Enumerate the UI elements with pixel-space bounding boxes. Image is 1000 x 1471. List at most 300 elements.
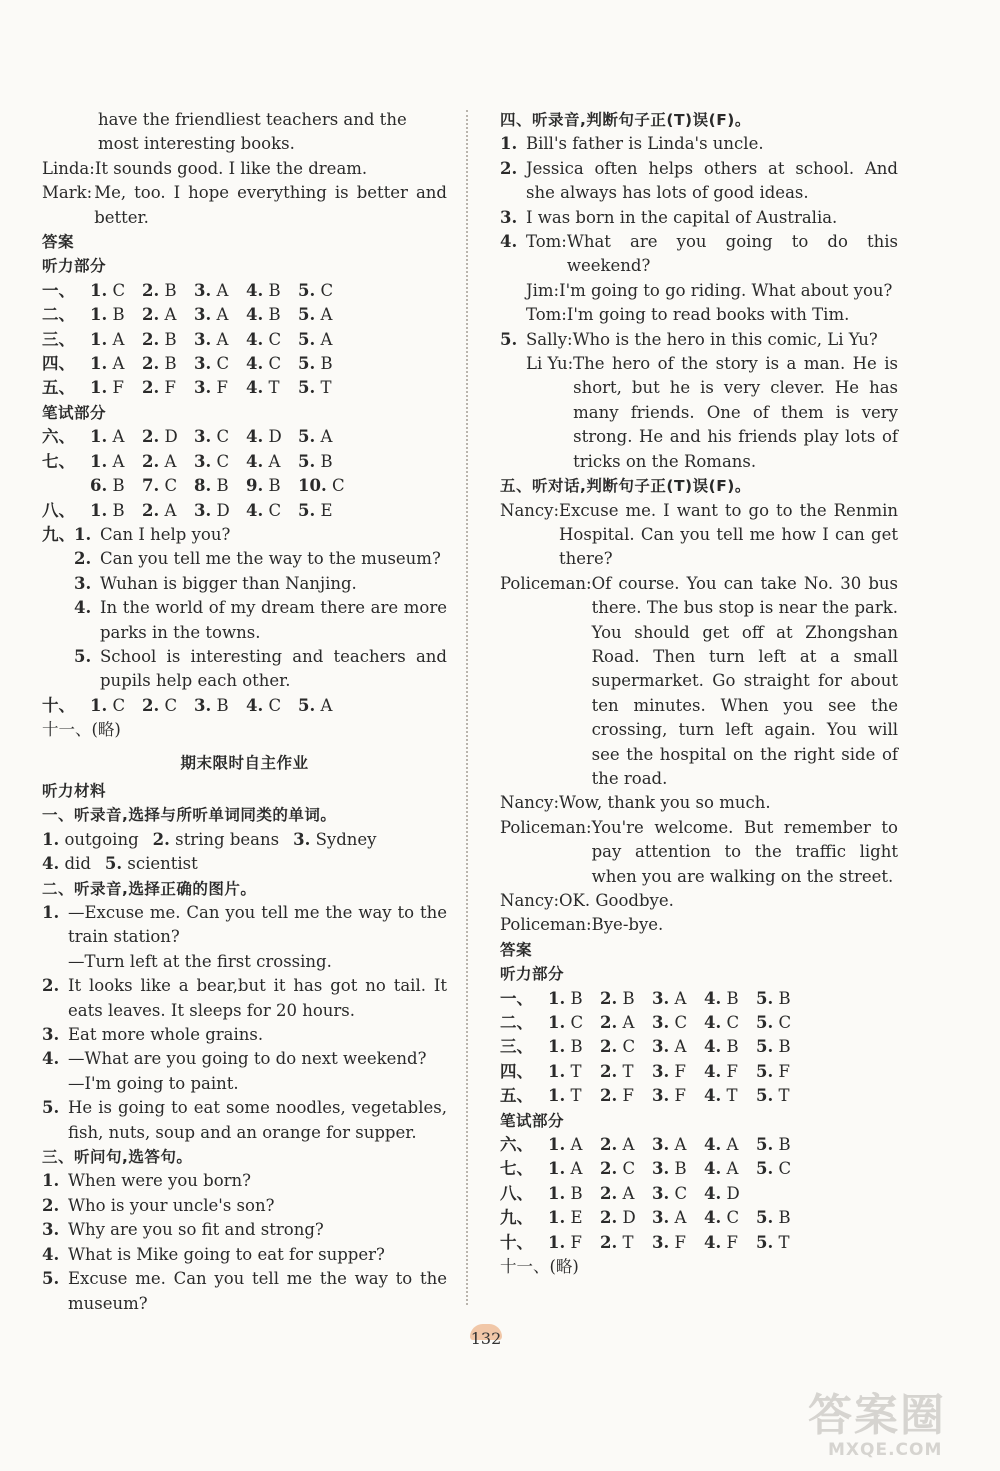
answer-item [548,1084,600,1108]
word-item [42,830,139,849]
watermark-url: MXQE.COM [828,1440,943,1460]
item-text: Can you tell me the way to the museum? [100,549,441,569]
answer-item [704,1231,756,1255]
word-list [42,852,447,876]
answer-number: 3. [194,500,212,520]
dialog [500,279,898,328]
answer-item [298,499,350,523]
answer-value: E [320,500,333,520]
answer-number: 2. [600,1208,618,1228]
written-answers [500,1133,898,1255]
list-item [42,1047,447,1071]
answer-item [600,1206,652,1230]
word-item [105,854,198,873]
watermark-logo [808,1392,988,1464]
answer-item [298,425,350,449]
answer-value: F [726,1061,738,1081]
answer-value: D [726,1183,740,1203]
speaker: Jim: [526,280,560,300]
item-number: 1. [74,524,92,544]
answer-number: 1. [90,500,108,520]
answer-number: 9. [246,476,264,496]
answer-item [246,328,298,352]
answer-item [142,694,194,718]
dialog [526,328,898,352]
answer-value: C [268,329,282,349]
answer-number: 2. [600,1183,618,1203]
dialog-line: most interesting books. [98,134,295,154]
answer-value: F [216,378,228,398]
written-heading: 笔试部分 [42,403,107,422]
answer-item [600,1035,652,1059]
answer-item [652,1133,704,1157]
answer-item [90,376,142,400]
answer-item [756,1060,808,1084]
answer-number: 7. [142,476,160,496]
answer-number: 4. [704,1013,722,1033]
item-number: 2. [42,976,60,996]
listening-answers [42,279,447,401]
answer-item [548,1060,600,1084]
answer-value: C [674,1183,688,1203]
answer-item [756,1157,808,1181]
item-number: 5. [42,1269,60,1289]
answer-item [756,1206,808,1230]
answer-number: 3. [652,1013,670,1033]
list-item [500,132,898,156]
answer-number: 4. [704,1183,722,1203]
answer-item [246,450,298,474]
answer-number: 3. [652,1183,670,1203]
answer-number: 2. [142,427,160,447]
answer-value: B [778,1135,791,1155]
answer-number: 2. [600,1159,618,1179]
answer-value: D [622,1208,636,1228]
question-nine [42,523,447,694]
answer-item [90,474,142,498]
answer-item [548,1035,600,1059]
answer-item [600,1157,652,1181]
answer-item [142,474,194,498]
answer-value: E [570,1208,583,1228]
answer-number: 4. [246,427,264,447]
answer-number: 1. [90,451,108,471]
answer-value: B [778,1208,791,1228]
answer-number: 1. [90,305,108,325]
list-item [42,1218,447,1242]
answer-number: 5. [756,1135,774,1155]
item-number: 2. [500,158,518,178]
answer-number: 3. [194,427,212,447]
answer-value: B [320,354,333,374]
list-item [42,901,447,950]
answer-value: F [570,1232,582,1252]
answer-number: 1. [548,1183,566,1203]
section-label: 三、 [500,1037,533,1057]
answer-number: 4. [704,1159,722,1179]
answer-number: 5. [298,451,316,471]
answer-item [142,328,194,352]
answer-item [548,1182,600,1206]
answer-value: T [622,1232,634,1252]
answer-number: 4. [704,988,722,1008]
answer-item [704,1182,756,1206]
item-number: 4. [42,1049,60,1069]
answer-number: 2. [142,305,160,325]
answer-number: 1. [90,378,108,398]
utterance: Bye-bye. [591,915,664,935]
answer-item [548,1133,600,1157]
answer-row [500,1084,898,1108]
section-label: 一、 [42,280,75,300]
utterance: Of course. You can take No. 30 bus there. The bus stop is near the park. You should get off at Zhongshan Road. Then turn left at a small supermarket. Go straight for about ten minutes. When you see the crossing, turn left again. You will see the hospital on the right side of the road. [591,573,898,788]
answer-value: B [726,988,739,1008]
answer-number: 1. [90,329,108,349]
answer-number: 2. [142,500,160,520]
answer-number: 3. [194,305,212,325]
answer-item [298,450,350,474]
list-item [500,230,898,279]
answer-value: C [216,427,230,447]
answer-item [652,1011,704,1035]
answer-number: 5. [756,1086,774,1106]
dialog-continuation [42,108,447,157]
answer-item [600,1060,652,1084]
section-label: 二、 [500,1013,533,1033]
answer-item [704,1133,756,1157]
answer-value: B [216,695,229,715]
item-text: School is interesting and teachers and pupils help each other. [100,646,447,691]
answer-value: F [112,378,124,398]
dialog-turn [500,889,898,913]
answer-number: 2. [142,378,160,398]
speaker: Tom: [526,232,567,252]
item-number: 3. [74,573,92,593]
answer-value: A [216,305,229,325]
answer-item [246,376,298,400]
answer-number: 2. [600,1135,618,1155]
answer-number: 3. [652,988,670,1008]
answer-value: T [726,1086,738,1106]
answer-number: 1. [548,1135,566,1155]
list-item [42,1169,447,1193]
item-text: string beans [175,829,280,849]
dialog-turn [500,499,898,572]
answer-item [704,1084,756,1108]
word-item [153,830,279,849]
answer-number: 3. [652,1232,670,1252]
answer-number: 2. [600,1061,618,1081]
answer-item [142,425,194,449]
item-number: 2. [42,1195,60,1215]
answer-value: C [622,1037,636,1057]
answer-value: C [164,476,178,496]
answer-item [246,425,298,449]
answer-number: 4. [704,1037,722,1057]
answer-value: A [674,1135,687,1155]
utterance: Me, too. I hope everything is better and better. [94,183,447,227]
speaker: Nancy: [500,500,560,520]
item-number: 1. [500,134,518,154]
item-text: What is Mike going to eat for supper? [68,1244,385,1264]
utterance: Who is the hero in this comic, Li Yu? [572,329,878,349]
answer-value: B [112,476,125,496]
answer-number: 3. [194,280,212,300]
utterance: OK. Goodbye. [559,891,674,910]
answer-number: 5. [298,427,316,447]
answer-item [246,279,298,303]
answer-value: A [216,280,229,300]
answer-value: F [778,1061,790,1081]
answer-item [756,1011,808,1035]
answer-value: T [268,378,280,398]
item-text: Why are you so fit and strong? [68,1220,324,1240]
answer-number: 6. [90,476,108,496]
item-text: In the world of my dream there are more parks in the towns. [100,598,447,642]
item-text: Jessica often helps others at school. And she always has lots of good ideas. [526,158,898,203]
dialog-turn [526,328,898,352]
answer-number: 1. [90,280,108,300]
answer-value: B [268,476,281,496]
section-label: 二、 [42,305,75,325]
utterance: I'm going to go riding. What about you? [559,280,893,300]
answer-row [42,303,447,327]
answer-number: 4. [704,1208,722,1228]
answer-item [142,279,194,303]
answer-item [246,694,298,718]
answer-item [756,987,808,1011]
answer-item [90,279,142,303]
answer-item [194,352,246,376]
answer-value: C [331,476,345,496]
answer-row [42,328,447,352]
answer-item [704,987,756,1011]
answer-item [704,1060,756,1084]
list-item [500,157,898,206]
answer-value: D [216,500,230,520]
answer-number: 5. [756,988,774,1008]
section-label: 三、 [42,329,75,349]
answer-number: 5. [756,1013,774,1033]
item-text: It looks like a bear,but it has got no tail. It eats leaves. It sleeps for 20 hours. [68,976,447,1020]
answer-value: C [622,1159,636,1179]
answer-item [548,1157,600,1181]
answer-value: B [570,988,583,1008]
speaker: Policeman: [500,573,592,593]
answer-value: F [726,1232,738,1252]
section-label: 一、 [500,988,533,1008]
list-item [74,523,447,547]
answer-number: 4. [246,695,264,715]
answer-item [704,1157,756,1181]
section-label: 七、 [42,451,75,471]
answer-number: 4. [246,280,264,300]
answer-item [194,303,246,327]
answer-item [652,1182,704,1206]
answer-value: C [726,1208,740,1228]
answer-row [42,499,447,523]
list-item [42,1023,447,1047]
answer-item [548,1011,600,1035]
speaker: Policeman: [500,817,592,837]
speaker: Nancy: [500,891,560,910]
answer-number: 3. [652,1086,670,1106]
answer-value: B [320,451,333,471]
answer-value: A [320,695,333,715]
word-item [293,830,376,849]
answer-number: 1. [90,354,108,374]
answer-number: 5. [756,1232,774,1252]
page-number: 132 [462,1322,510,1356]
answer-value: A [112,329,125,349]
answer-value: B [164,280,177,300]
answer-value: F [622,1086,634,1106]
answer-item [600,1084,652,1108]
answer-value: B [570,1037,583,1057]
answer-value: F [164,378,176,398]
answer-row [42,694,447,718]
answer-item [194,328,246,352]
item-text: scientist [127,854,198,874]
section-label: 五、 [500,1086,533,1106]
answer-number: 5. [756,1159,774,1179]
answer-row [500,1182,898,1206]
answer-number: 5. [298,378,316,398]
utterance: It sounds good. I like the dream. [94,158,368,178]
answer-value: F [674,1086,686,1106]
answer-item [652,1231,704,1255]
answer-item [90,328,142,352]
answer-value: B [674,1159,687,1179]
answer-value: A [268,451,281,471]
answer-number: 2. [600,1086,618,1106]
answer-value: A [726,1135,739,1155]
answer-item [298,376,350,400]
answer-item [298,694,350,718]
dialog-turn [526,303,898,327]
section-title: 期末限时自主作业 [180,753,309,772]
item-text: outgoing [64,829,139,849]
answer-value: C [112,280,126,300]
question-two-title: 二、听录音,选择正确的图片。 [42,879,257,898]
answer-number: 3. [194,329,212,349]
answer-row [500,1060,898,1084]
answer-item [194,425,246,449]
answer-item [548,1231,600,1255]
list-item [74,572,447,596]
answer-number: 2. [142,451,160,471]
list-item [42,1243,447,1267]
item-number: 3. [42,1220,60,1240]
section-label: 七、 [500,1159,533,1179]
answer-number: 2. [142,280,160,300]
dialog-turn [42,157,447,181]
answer-number: 4. [246,500,264,520]
answer-value: B [112,500,125,520]
question-one-title: 一、听录音,选择与所听单词同类的单词。 [42,806,337,825]
answer-value: F [674,1061,686,1081]
answer-value: T [570,1086,582,1106]
answer-number: 4. [704,1135,722,1155]
answer-number: 5. [298,305,316,325]
answer-value: A [112,354,125,374]
answer-item [194,376,246,400]
answer-number: 1. [548,1159,566,1179]
answer-value: C [320,280,334,300]
question-five-title: 五、听对话,判断句子正(T)误(F)。 [500,477,751,496]
answer-row [500,1157,898,1181]
answer-item [90,499,142,523]
answer-number: 3. [652,1135,670,1155]
item-text: Who is your uncle's son? [68,1195,275,1215]
answer-value: C [112,695,126,715]
answer-number: 3. [652,1037,670,1057]
item-number: 5. [500,329,518,349]
item-text: I was born in the capital of Australia. [526,207,838,227]
answer-number: 3. [652,1208,670,1228]
dialog [500,499,898,938]
answer-value: B [164,329,177,349]
section-label: 八、 [42,500,75,520]
answer-item [756,1231,808,1255]
answer-value: D [164,427,178,447]
answer-number: 5. [298,329,316,349]
answer-value: A [726,1159,739,1179]
answer-value: C [268,354,282,374]
answer-number: 10. [298,476,327,496]
answer-number: 5. [298,280,316,300]
answer-number: 1. [548,1013,566,1033]
section-label: 九、 [500,1208,533,1228]
item-number: 4. [500,232,518,252]
answer-number: 3. [194,695,212,715]
answer-number: 4. [246,378,264,398]
answer-number: 2. [142,354,160,374]
answer-value: A [622,1013,635,1033]
question-eleven: 十一、(略) [500,1257,579,1277]
answer-number: 1. [548,1232,566,1252]
item-number: 3. [42,1025,60,1045]
answer-number: 1. [548,1208,566,1228]
answer-value: F [674,1232,686,1252]
item-number: 4. [42,854,60,874]
dialog-turn [526,279,898,303]
list-item [500,206,898,230]
utterance: I'm going to read books with Tim. [566,305,850,325]
answer-item [652,1084,704,1108]
answer-number: 2. [600,988,618,1008]
answer-value: B [570,1183,583,1203]
listening-answers [500,987,898,1109]
answer-value: B [216,476,229,496]
answer-item [600,987,652,1011]
answer-item [194,499,246,523]
section-label: 四、 [500,1061,533,1081]
answer-number: 2. [142,695,160,715]
answer-value: C [216,354,230,374]
dialog [500,352,898,474]
section-label: 六、 [500,1135,533,1155]
utterance: What are you going to do this weekend? [566,232,898,276]
item-number: 3. [500,207,518,227]
answer-number: 5. [756,1061,774,1081]
item-number: 1. [42,903,60,922]
right-column [500,108,898,1280]
answer-item [142,450,194,474]
answer-row [42,450,447,474]
section-label: 五、 [42,378,75,398]
dialog-turn [526,230,898,279]
